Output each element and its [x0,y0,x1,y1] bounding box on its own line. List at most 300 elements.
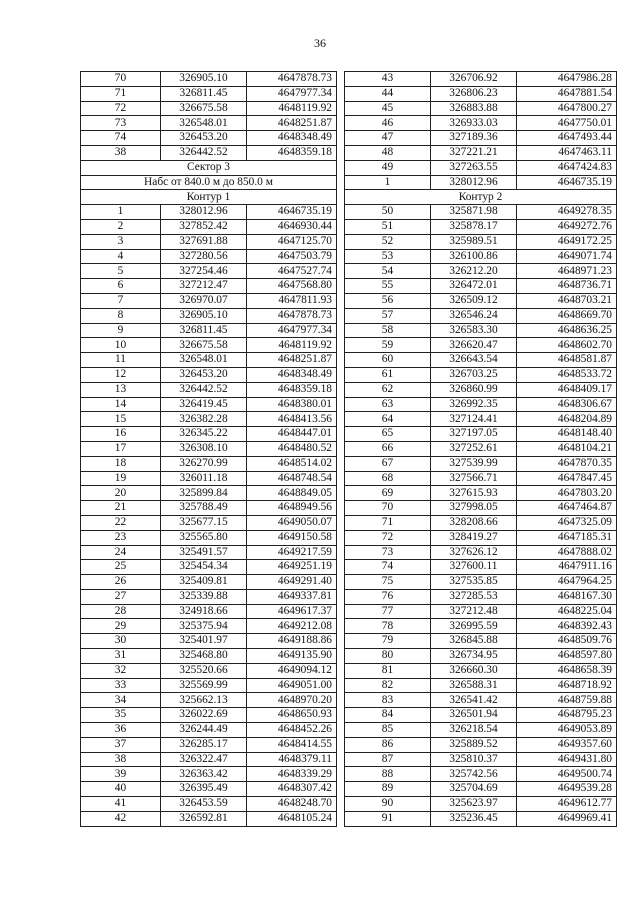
sector-title: Сектор 3 [81,160,337,175]
point-number: 61 [345,367,431,382]
y-coordinate: 4648167.30 [517,589,617,604]
point-number: 89 [345,782,431,797]
x-coordinate: 326933.03 [431,116,517,131]
table-row [81,412,337,427]
y-coordinate: 4649337.81 [247,589,337,604]
sector-title-row [81,160,337,175]
table-row [345,723,617,738]
y-coordinate: 4649969.41 [517,811,617,826]
table-row [345,456,617,471]
y-coordinate: 4648119.92 [247,338,337,353]
x-coordinate: 327600.11 [431,560,517,575]
x-coordinate: 326583.30 [431,323,517,338]
point-number: 72 [81,101,161,116]
table-row [81,737,337,752]
x-coordinate: 328012.96 [431,175,517,190]
point-number: 44 [345,86,431,101]
point-number: 1 [345,175,431,190]
x-coordinate: 325677.15 [161,515,247,530]
x-coordinate: 326382.28 [161,412,247,427]
point-number: 50 [345,205,431,220]
point-number: 70 [345,501,431,516]
y-coordinate: 4647463.11 [517,145,617,160]
y-coordinate: 4648248.70 [247,797,337,812]
table-row [345,279,617,294]
y-coordinate: 4649053.89 [517,723,617,738]
point-number: 25 [81,560,161,575]
table-row [345,131,617,146]
y-coordinate: 4649431.80 [517,752,617,767]
y-coordinate: 4647870.35 [517,456,617,471]
y-coordinate: 4647125.70 [247,234,337,249]
point-number: 1 [81,205,161,220]
y-coordinate: 4648736.71 [517,279,617,294]
point-number: 87 [345,752,431,767]
table-row [81,486,337,501]
y-coordinate: 4648359.18 [247,145,337,160]
y-coordinate: 4648380.01 [247,397,337,412]
table-row [81,101,337,116]
x-coordinate: 328208.66 [431,515,517,530]
table-row [81,338,337,353]
y-coordinate: 4648581.87 [517,353,617,368]
x-coordinate: 325401.97 [161,634,247,649]
table-row [81,663,337,678]
point-number: 24 [81,545,161,560]
y-coordinate: 4649500.74 [517,767,617,782]
x-coordinate: 326734.95 [431,649,517,664]
y-coordinate: 4647185.31 [517,530,617,545]
y-coordinate: 4648105.24 [247,811,337,826]
table-row [345,219,617,234]
y-coordinate: 4648413.56 [247,412,337,427]
x-coordinate: 327263.55 [431,160,517,175]
table-row [81,693,337,708]
x-coordinate: 326905.10 [161,308,247,323]
contour-title: Контур 2 [345,190,617,205]
point-number: 42 [81,811,161,826]
y-coordinate: 4647464.87 [517,501,617,516]
point-number: 65 [345,427,431,442]
point-number: 36 [81,723,161,738]
x-coordinate: 326345.22 [161,427,247,442]
y-coordinate: 4646735.19 [247,205,337,220]
x-coordinate: 327280.56 [161,249,247,264]
table-row [81,308,337,323]
x-coordinate: 327254.46 [161,264,247,279]
x-coordinate: 325788.49 [161,501,247,516]
point-number: 68 [345,471,431,486]
y-coordinate: 4648636.25 [517,323,617,338]
x-coordinate: 325623.97 [431,797,517,812]
y-coordinate: 4648348.49 [247,367,337,382]
table-row [81,515,337,530]
point-number: 41 [81,797,161,812]
table-row [81,575,337,590]
table-row [81,649,337,664]
x-coordinate: 326453.59 [161,797,247,812]
x-coordinate: 325569.99 [161,678,247,693]
point-number: 3 [81,234,161,249]
point-number: 13 [81,382,161,397]
x-coordinate: 326660.30 [431,663,517,678]
x-coordinate: 327285.53 [431,589,517,604]
table-row [81,249,337,264]
table-row [81,382,337,397]
x-coordinate: 326100.86 [431,249,517,264]
table-row [345,205,617,220]
table-row [345,604,617,619]
point-number: 53 [345,249,431,264]
table-row [345,323,617,338]
x-coordinate: 327615.93 [431,486,517,501]
x-coordinate: 325409.81 [161,575,247,590]
point-number: 52 [345,234,431,249]
y-coordinate: 4648795.23 [517,708,617,723]
x-coordinate: 326541.42 [431,693,517,708]
table-row [81,353,337,368]
point-number: 33 [81,678,161,693]
x-coordinate: 327539.99 [431,456,517,471]
table-row [81,501,337,516]
table-row [345,72,617,87]
table-row [81,456,337,471]
y-coordinate: 4647503.79 [247,249,337,264]
table-row [81,397,337,412]
point-number: 9 [81,323,161,338]
y-coordinate: 4648509.76 [517,634,617,649]
contour-title-row [345,190,617,205]
point-number: 46 [345,116,431,131]
x-coordinate: 325878.17 [431,219,517,234]
table-row [81,782,337,797]
point-number: 23 [81,530,161,545]
table-row [345,649,617,664]
x-coordinate: 326022.69 [161,708,247,723]
table-row [345,382,617,397]
y-coordinate: 4647424.83 [517,160,617,175]
point-number: 34 [81,693,161,708]
point-number: 32 [81,663,161,678]
table-row [345,175,617,190]
table-row [345,249,617,264]
point-number: 84 [345,708,431,723]
y-coordinate: 4648533.72 [517,367,617,382]
y-coordinate: 4648759.88 [517,693,617,708]
point-number: 8 [81,308,161,323]
point-number: 27 [81,589,161,604]
y-coordinate: 4648748.54 [247,471,337,486]
y-coordinate: 4649050.07 [247,515,337,530]
table-row [345,367,617,382]
y-coordinate: 4649539.28 [517,782,617,797]
x-coordinate: 327197.05 [431,427,517,442]
y-coordinate: 4647878.73 [247,72,337,87]
right-table-body [345,72,617,827]
point-number: 37 [81,737,161,752]
y-coordinate: 4648225.04 [517,604,617,619]
table-row [345,545,617,560]
x-coordinate: 325454.34 [161,560,247,575]
x-coordinate: 326592.81 [161,811,247,826]
point-number: 7 [81,293,161,308]
point-number: 30 [81,634,161,649]
table-row [345,427,617,442]
y-coordinate: 4649251.19 [247,560,337,575]
y-coordinate: 4647568.80 [247,279,337,294]
x-coordinate: 325704.69 [431,782,517,797]
point-number: 78 [345,619,431,634]
point-number: 88 [345,767,431,782]
y-coordinate: 4649217.59 [247,545,337,560]
table-row [81,145,337,160]
table-row [81,545,337,560]
x-coordinate: 325468.80 [161,649,247,664]
x-coordinate: 327124.41 [431,412,517,427]
point-number: 58 [345,323,431,338]
table-row [81,708,337,723]
table-row [345,471,617,486]
y-coordinate: 4647878.73 [247,308,337,323]
x-coordinate: 327852.42 [161,219,247,234]
point-number: 55 [345,279,431,294]
y-coordinate: 4649135.90 [247,649,337,664]
x-coordinate: 325339.88 [161,589,247,604]
x-coordinate: 326588.31 [431,678,517,693]
right-coordinates-table [344,71,617,827]
y-coordinate: 4648849.05 [247,486,337,501]
point-number: 31 [81,649,161,664]
point-number: 59 [345,338,431,353]
x-coordinate: 326285.17 [161,737,247,752]
table-row [81,723,337,738]
table-row [81,131,337,146]
point-number: 64 [345,412,431,427]
y-coordinate: 4648602.70 [517,338,617,353]
y-coordinate: 4648104.21 [517,441,617,456]
y-coordinate: 4646930.44 [247,219,337,234]
table-row [81,219,337,234]
y-coordinate: 4648718.92 [517,678,617,693]
table-row [81,367,337,382]
x-coordinate: 326970.07 [161,293,247,308]
point-number: 70 [81,72,161,87]
y-coordinate: 4647964.25 [517,575,617,590]
y-coordinate: 4647986.28 [517,72,617,87]
point-number: 45 [345,101,431,116]
y-coordinate: 4649357.60 [517,737,617,752]
point-number: 66 [345,441,431,456]
table-row [345,589,617,604]
y-coordinate: 4648348.49 [247,131,337,146]
table-row [81,811,337,826]
y-coordinate: 4648414.55 [247,737,337,752]
x-coordinate: 326845.88 [431,634,517,649]
table-row [345,338,617,353]
left-coordinates-table [80,71,337,827]
x-coordinate: 327566.71 [431,471,517,486]
x-coordinate: 327212.48 [431,604,517,619]
y-coordinate: 4648359.18 [247,382,337,397]
x-coordinate: 325236.45 [431,811,517,826]
x-coordinate: 326308.10 [161,441,247,456]
point-number: 81 [345,663,431,678]
x-coordinate: 326811.45 [161,323,247,338]
page-number: 36 [314,36,326,50]
x-coordinate: 327189.36 [431,131,517,146]
x-coordinate: 326706.92 [431,72,517,87]
table-row [345,530,617,545]
table-row [81,427,337,442]
point-number: 56 [345,293,431,308]
point-number: 86 [345,737,431,752]
y-coordinate: 4647977.34 [247,86,337,101]
y-coordinate: 4648971.23 [517,264,617,279]
x-coordinate: 326546.24 [431,308,517,323]
point-number: 38 [81,145,161,160]
point-number: 11 [81,353,161,368]
point-number: 43 [345,72,431,87]
table-row [345,752,617,767]
point-number: 16 [81,427,161,442]
table-row [81,797,337,812]
table-row [345,234,617,249]
x-coordinate: 327535.85 [431,575,517,590]
contour-title-row [81,190,337,205]
table-row [81,116,337,131]
x-coordinate: 326995.59 [431,619,517,634]
x-coordinate: 326419.45 [161,397,247,412]
table-row [81,205,337,220]
point-number: 4 [81,249,161,264]
table-row [345,308,617,323]
point-number: 49 [345,160,431,175]
y-coordinate: 4649172.25 [517,234,617,249]
table-row [345,293,617,308]
x-coordinate: 328419.27 [431,530,517,545]
point-number: 6 [81,279,161,294]
table-row [81,72,337,87]
table-row [345,101,617,116]
point-number: 63 [345,397,431,412]
table-row [81,441,337,456]
table-row [345,353,617,368]
point-number: 22 [81,515,161,530]
table-row [345,501,617,516]
x-coordinate: 326675.58 [161,338,247,353]
point-number: 74 [81,131,161,146]
x-coordinate: 326270.99 [161,456,247,471]
table-row [345,575,617,590]
point-number: 75 [345,575,431,590]
table-row [81,767,337,782]
point-number: 28 [81,604,161,619]
x-coordinate: 326860.99 [431,382,517,397]
table-row [81,471,337,486]
point-number: 47 [345,131,431,146]
point-number: 51 [345,219,431,234]
table-row [345,782,617,797]
table-row [345,708,617,723]
x-coordinate: 326620.47 [431,338,517,353]
point-number: 2 [81,219,161,234]
y-coordinate: 4648514.02 [247,456,337,471]
x-coordinate: 326453.20 [161,367,247,382]
x-coordinate: 325742.56 [431,767,517,782]
point-number: 80 [345,649,431,664]
y-coordinate: 4649188.86 [247,634,337,649]
point-number: 5 [81,264,161,279]
x-coordinate: 327212.47 [161,279,247,294]
sector-subtitle-row [81,175,337,190]
y-coordinate: 4649071.74 [517,249,617,264]
table-row [81,86,337,101]
table-row [345,560,617,575]
y-coordinate: 4648658.39 [517,663,617,678]
x-coordinate: 326363.42 [161,767,247,782]
y-coordinate: 4647750.01 [517,116,617,131]
x-coordinate: 326811.45 [161,86,247,101]
y-coordinate: 4649150.58 [247,530,337,545]
y-coordinate: 4646735.19 [517,175,617,190]
point-number: 90 [345,797,431,812]
point-number: 60 [345,353,431,368]
point-number: 14 [81,397,161,412]
table-row [345,397,617,412]
point-number: 15 [81,412,161,427]
table-row [81,752,337,767]
x-coordinate: 326244.49 [161,723,247,738]
x-coordinate: 327626.12 [431,545,517,560]
table-row [81,560,337,575]
point-number: 85 [345,723,431,738]
point-number: 38 [81,752,161,767]
x-coordinate: 327998.05 [431,501,517,516]
contour-title: Контур 1 [81,190,337,205]
point-number: 76 [345,589,431,604]
table-row [81,619,337,634]
y-coordinate: 4649272.76 [517,219,617,234]
y-coordinate: 4648669.70 [517,308,617,323]
point-number: 19 [81,471,161,486]
y-coordinate: 4648119.92 [247,101,337,116]
point-number: 26 [81,575,161,590]
table-row [345,737,617,752]
table-row [345,86,617,101]
point-number: 35 [81,708,161,723]
x-coordinate: 326643.54 [431,353,517,368]
x-coordinate: 326548.01 [161,116,247,131]
y-coordinate: 4649291.40 [247,575,337,590]
x-coordinate: 326806.23 [431,86,517,101]
y-coordinate: 4648480.52 [247,441,337,456]
point-number: 18 [81,456,161,471]
table-row [345,486,617,501]
table-row [81,634,337,649]
point-number: 79 [345,634,431,649]
x-coordinate: 327252.61 [431,441,517,456]
point-number: 48 [345,145,431,160]
y-coordinate: 4647800.27 [517,101,617,116]
x-coordinate: 326453.20 [161,131,247,146]
y-coordinate: 4647803.20 [517,486,617,501]
x-coordinate: 324918.66 [161,604,247,619]
point-number: 54 [345,264,431,279]
x-coordinate: 325871.98 [431,205,517,220]
point-number: 71 [345,515,431,530]
x-coordinate: 326883.88 [431,101,517,116]
x-coordinate: 326675.58 [161,101,247,116]
